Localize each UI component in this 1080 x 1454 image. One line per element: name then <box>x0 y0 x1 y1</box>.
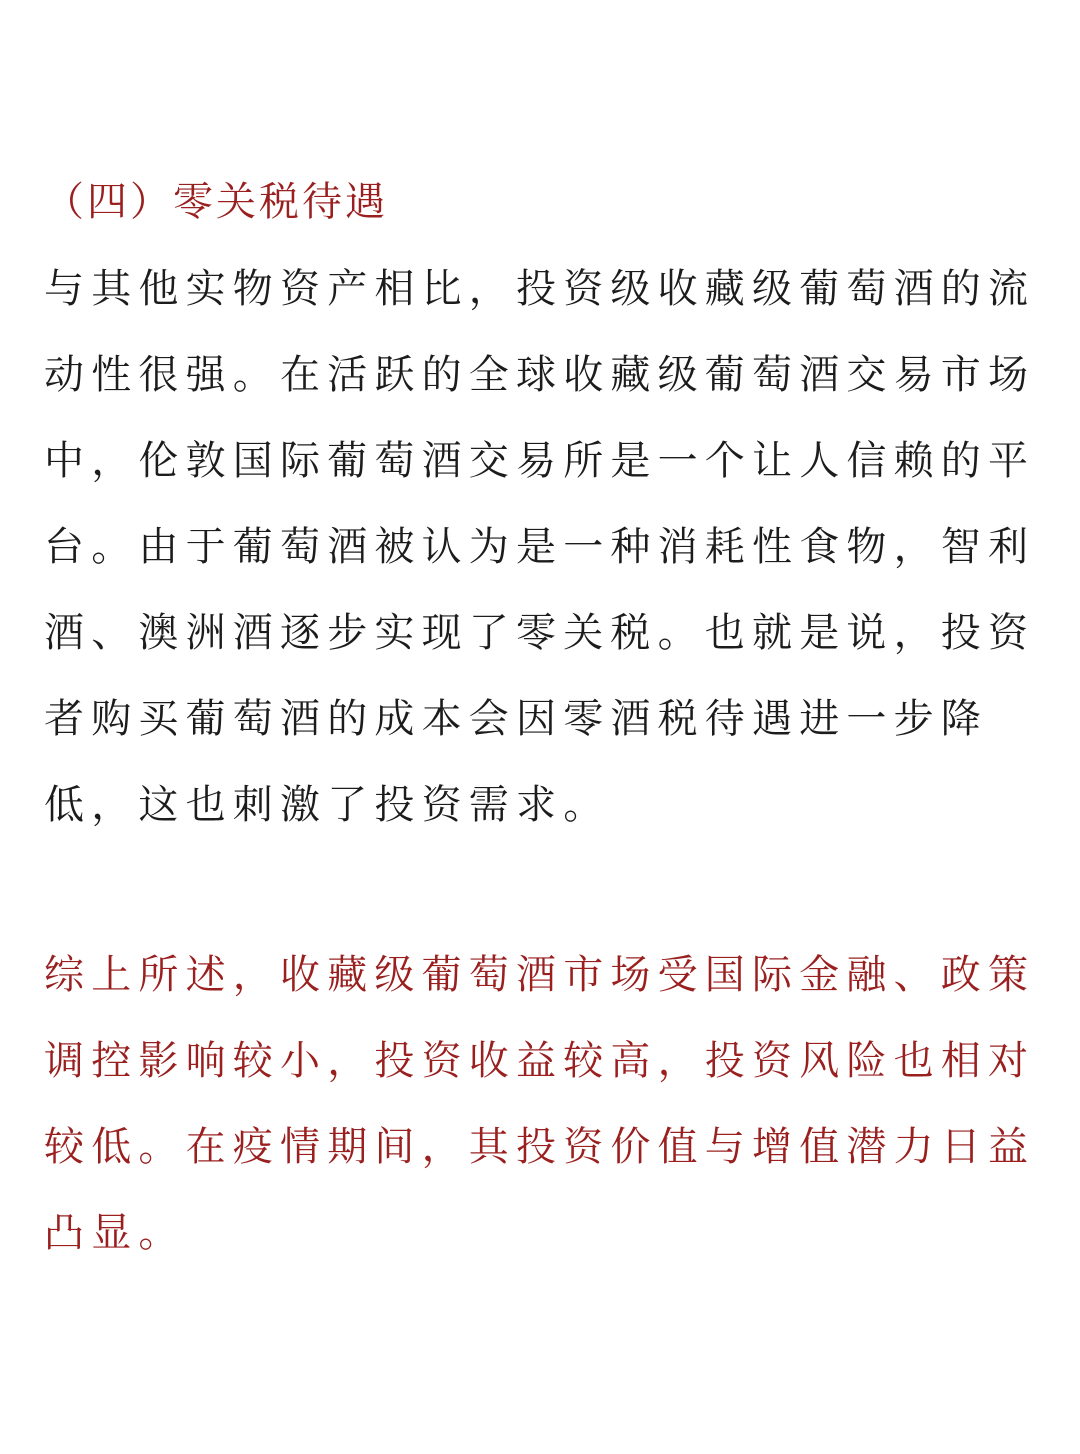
summary-paragraph <box>44 932 1044 1276</box>
section-heading: （四）零关税待遇 <box>44 179 388 225</box>
summary-line: 凸显。 <box>44 1210 186 1256</box>
paragraph-line: 者购买葡萄酒的成本会因零酒税待遇进一步降 <box>44 696 988 742</box>
paragraph-line: 动性很强。在活跃的全球收藏级葡萄酒交易市场 <box>44 352 1036 398</box>
summary-line: 调控影响较小，投资收益较高，投资风险也相对 <box>44 1038 1036 1084</box>
paragraph-line: 低，这也刺激了投资需求。 <box>44 782 611 828</box>
summary-line: 综上所述，收藏级葡萄酒市场受国际金融、政策 <box>44 952 1036 998</box>
paragraph-line: 酒、澳洲酒逐步实现了零关税。也就是说，投资 <box>44 610 1036 656</box>
body-paragraph <box>44 246 1044 848</box>
paragraph-line: 台。由于葡萄酒被认为是一种消耗性食物，智利 <box>44 524 1036 570</box>
paragraph-line: 中，伦敦国际葡萄酒交易所是一个让人信赖的平 <box>44 438 1036 484</box>
paragraph-line: 与其他实物资产相比，投资级收藏级葡萄酒的流 <box>44 266 1036 312</box>
summary-line: 较低。在疫情期间，其投资价值与增值潜力日益 <box>44 1124 1036 1170</box>
